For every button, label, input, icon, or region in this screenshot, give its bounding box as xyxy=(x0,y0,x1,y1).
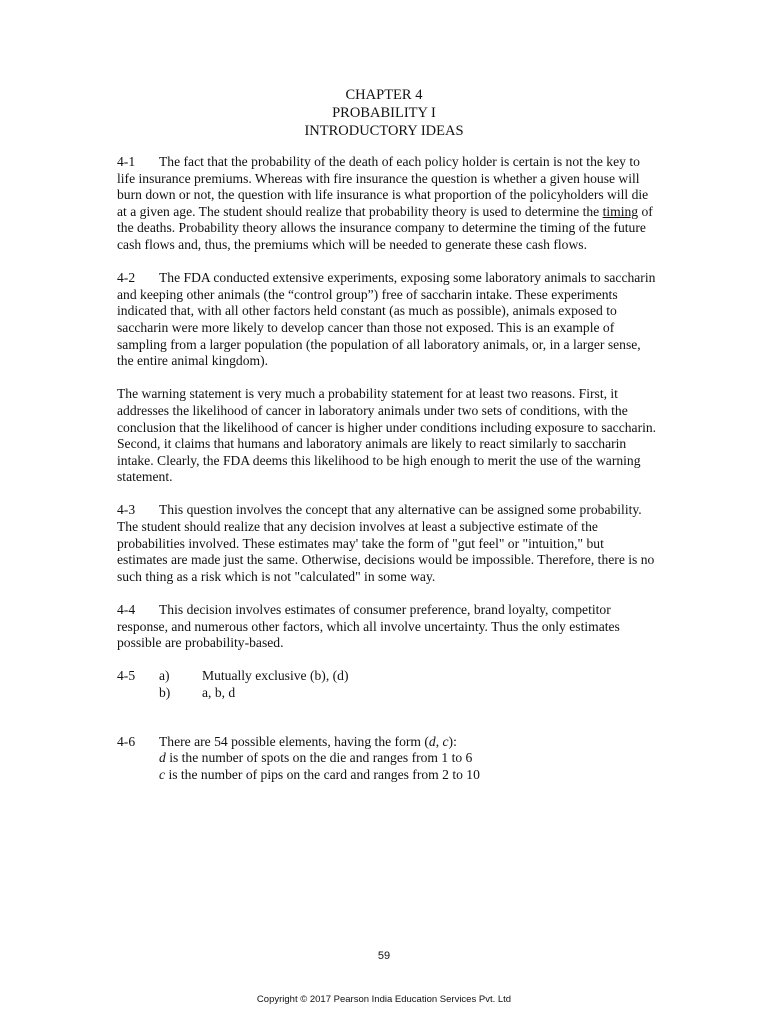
answer-text: This question involves the concept that any alternative can be assigned some probability. The student should realize that any decision involves at least a subjective estimate of the probabilities involved. These estimates may' take the form of "gut feel" or "intuition," but estimates are made just the same. Otherwise, decisions would be impossible. Therefore, there is no such thing as a risk which is not "calculated" in some way. xyxy=(117,502,655,584)
answer-text: This decision involves estimates of consumer preference, brand loyalty, competitor response, and numerous other factors, which all involve uncertainty. Thus the only estimates possible are probability-based. xyxy=(117,602,620,651)
spacer xyxy=(117,721,657,734)
answer-4-6-line-3 xyxy=(117,767,657,784)
question-number: 4-6 xyxy=(117,733,136,749)
answer-4-6 xyxy=(117,734,657,784)
chapter-subtitle: INTRODUCTORY IDEAS xyxy=(304,123,464,139)
question-number: 4-4 xyxy=(117,602,136,618)
answer-4-3 xyxy=(117,502,657,585)
chapter-title: PROBABILITY I xyxy=(332,105,436,121)
question-number: 4-1 xyxy=(117,154,136,169)
variable-c: c xyxy=(442,733,449,749)
answer-4-6-line-1: 4-6 There are 54 possible elements, having the form (d, c): xyxy=(117,733,457,749)
underlined-word: timing xyxy=(602,203,639,219)
answer-text: There are 54 possible elements, having the form ( xyxy=(159,733,429,749)
variable-d: d xyxy=(428,733,436,749)
answer-text: The fact that the probability of the death of each policy holder is certain is not the key to life insurance premiums. Whereas with fire insurance the question is whether a given house will burn down or not, the question with life insurance is what proportion of the policyholders will die at a given age. The student should realize that probability theory is used to determine the xyxy=(117,154,649,219)
answer-4-2-continued: The warning statement is very much a probability statement for at least two reasons. First, it addresses the likelihood of cancer in laboratory animals under two sets of conditions, with the conclusion that the likelihood of cancer is higher under conditions including exposure to saccharin. Second, it claims that humans and laboratory animals are likely to react similarly to saccharin intake. Clearly, the FDA deems this likelihood to be high enough to merit the use of the warning statement. xyxy=(117,386,657,485)
document-body xyxy=(117,154,657,783)
question-number: 4-5 xyxy=(117,668,136,684)
answer-text: The FDA conducted extensive experiments, exposing some laboratory animals to saccharin and keeping other animals (the “control group”) free of saccharin intake. These experiments indicated that, with all other factors held constant (as much as possible), animals exposed to saccharin were more likely to develop cancer than those not exposed. This is an example of sampling from a larger population (the population of all laboratory animals, or, in a larger sense, the entire animal kingdom). xyxy=(117,270,656,369)
answer-4-4 xyxy=(117,602,657,652)
answer-text: is the number of pips on the card and ranges from 2 to 10 xyxy=(165,766,480,782)
answer-4-5-a xyxy=(117,668,657,685)
answer-text: of the deaths. Probability theory allows the insurance company to determine the timing of the future cash flows and, thus, the premiums which will be needed to generate these cash flows. xyxy=(117,203,653,252)
answer-4-2 xyxy=(117,270,657,370)
page-number: 59 xyxy=(377,950,391,962)
part-label: b) xyxy=(159,685,171,700)
part-text: Mutually exclusive (b), (d) xyxy=(202,668,349,684)
question-number: 4-3 xyxy=(117,502,136,518)
part-text: a, b, d xyxy=(202,685,236,700)
answer-4-1 xyxy=(117,154,657,254)
variable-d: d xyxy=(159,750,166,766)
variable-c: c xyxy=(159,766,166,782)
answer-text: is the number of spots on the die and ranges from 1 to 6 xyxy=(165,750,473,766)
chapter-label: CHAPTER 4 xyxy=(345,87,423,103)
copyright-notice: Copyright © 2017 Pearson India Education Services Pvt. Ltd xyxy=(256,994,512,1005)
spacer xyxy=(117,702,657,721)
question-number: 4-2 xyxy=(117,270,136,286)
answer-4-6-line-2 xyxy=(117,750,657,767)
answer-4-5-b xyxy=(117,685,657,702)
answer-4-5 xyxy=(117,668,657,701)
part-label: a) xyxy=(159,668,170,684)
